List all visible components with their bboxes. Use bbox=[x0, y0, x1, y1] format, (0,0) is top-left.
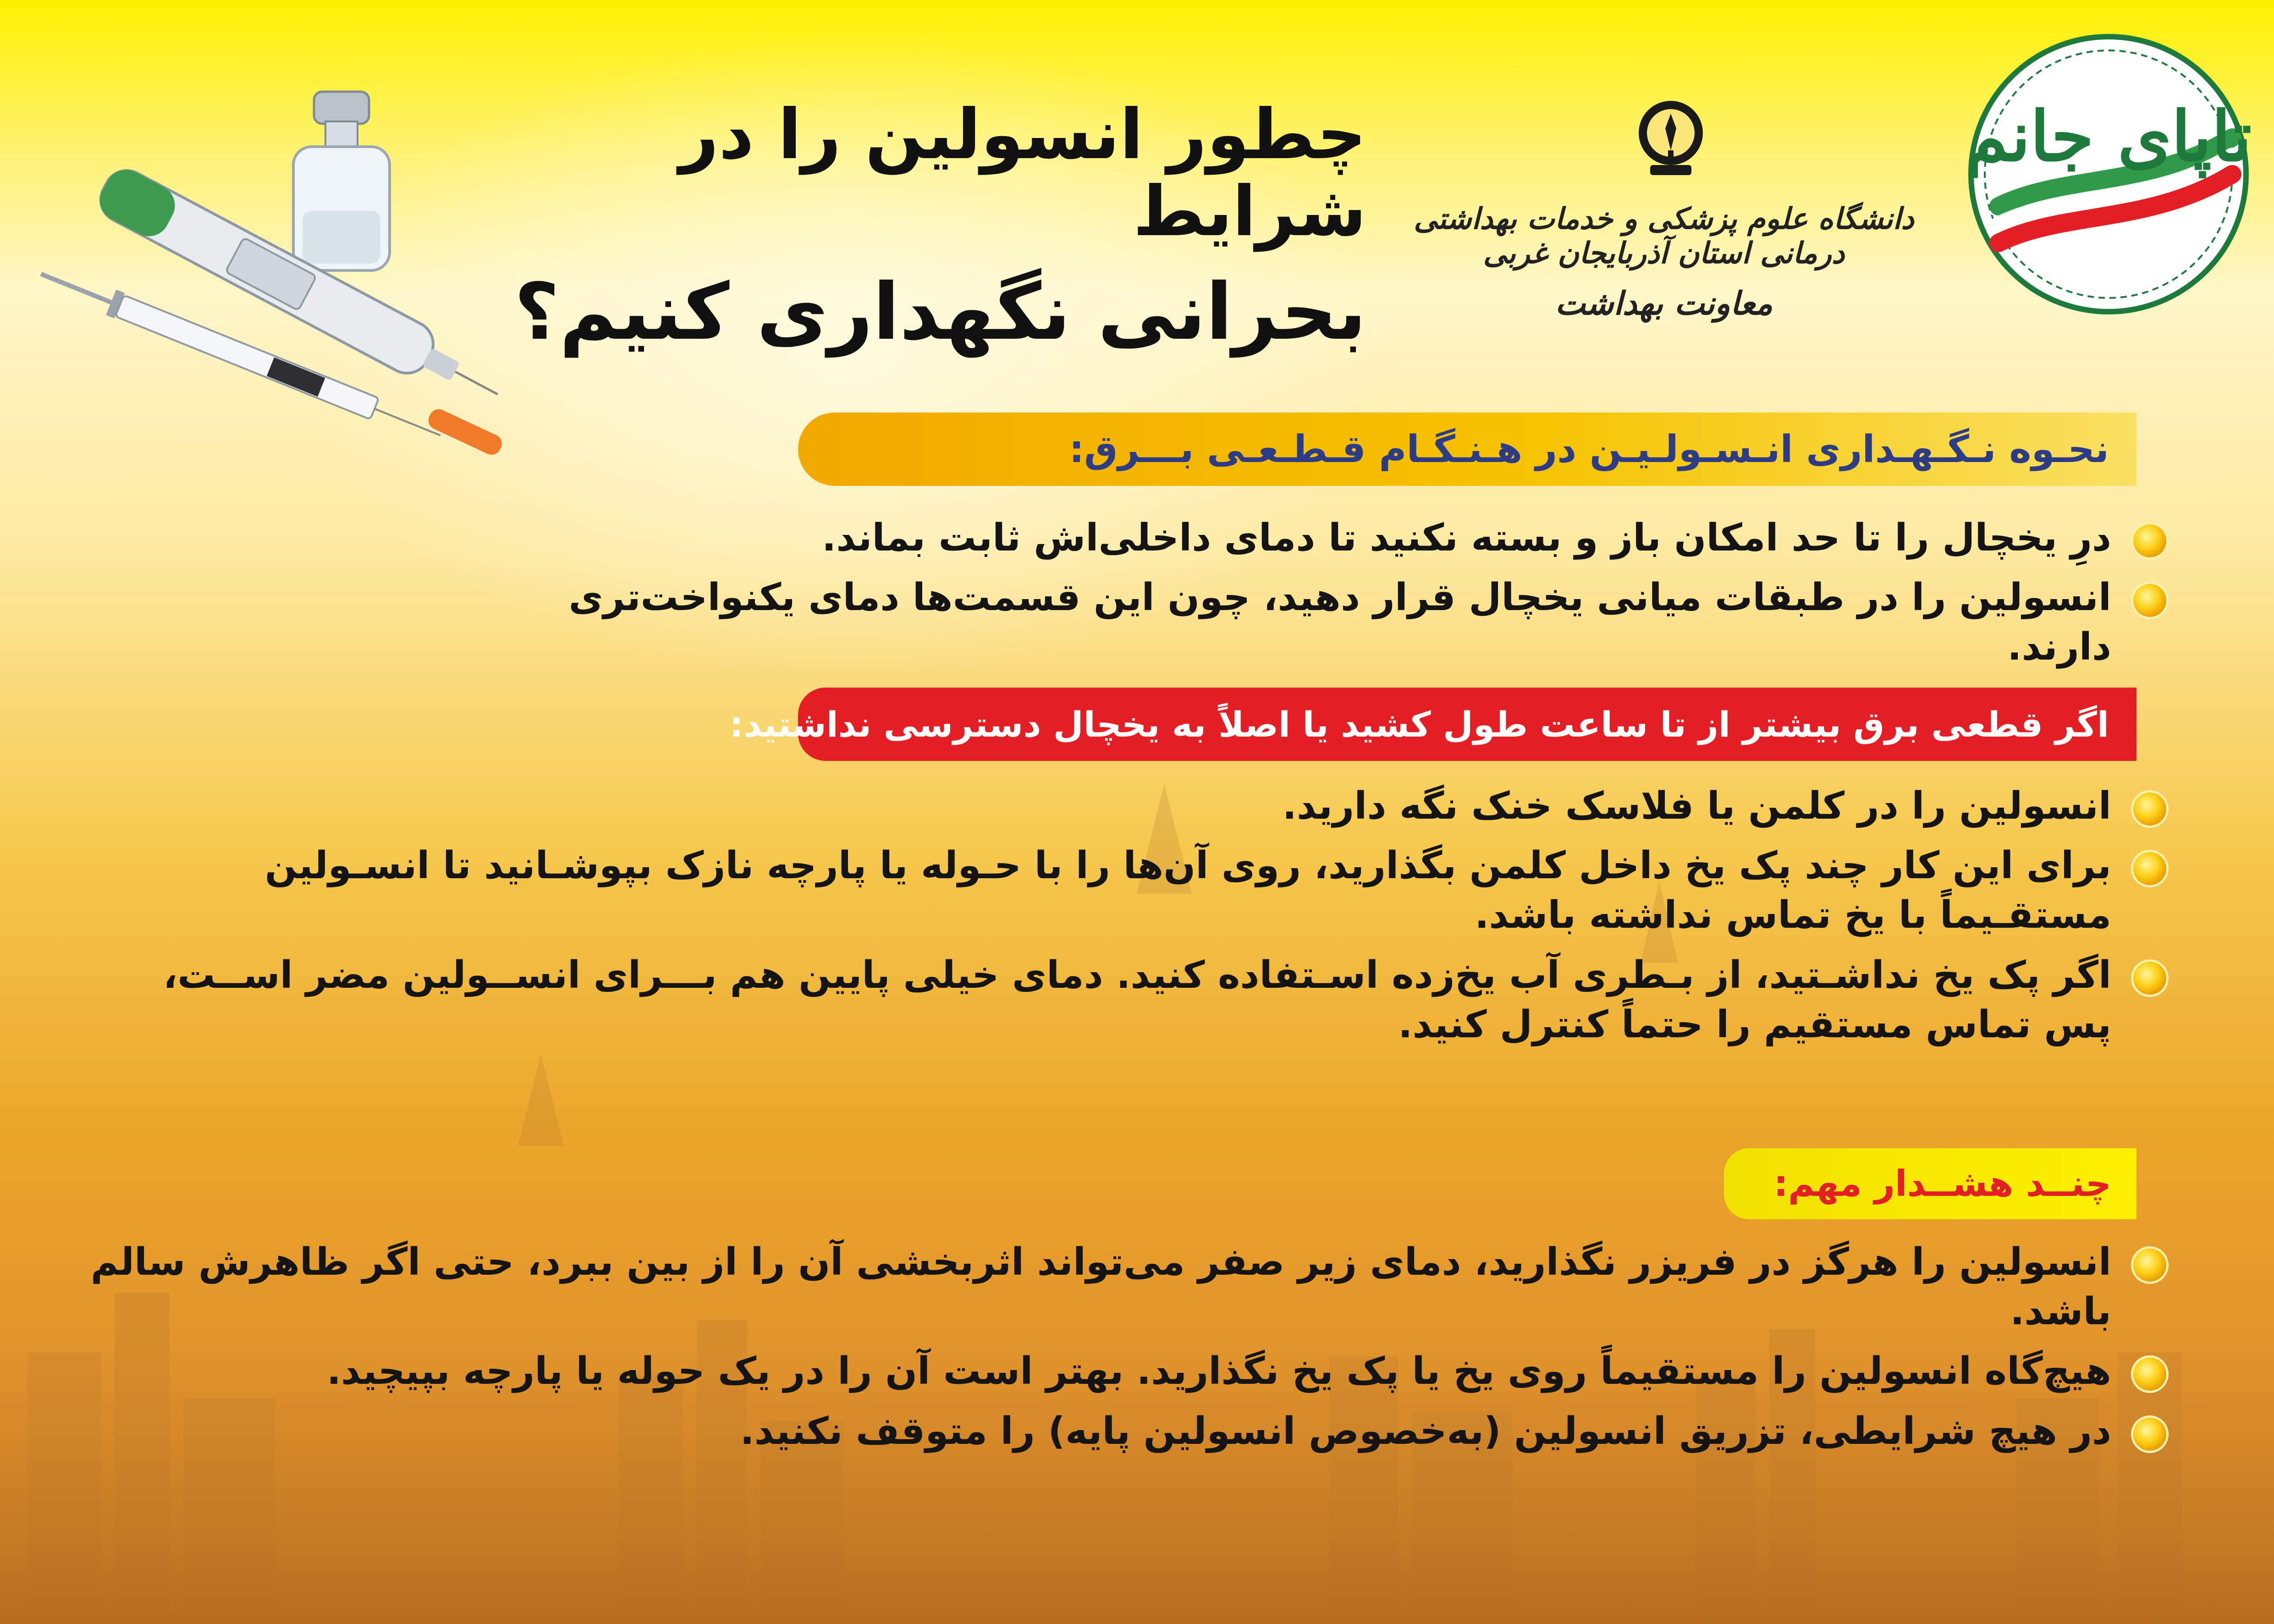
section1-list bbox=[470, 513, 2166, 683]
list-item bbox=[104, 951, 2166, 1050]
bullet-dot-icon bbox=[2133, 962, 2166, 995]
bullet-dot-icon bbox=[2133, 793, 2166, 826]
list-item-text: در هیچ شرایطی، تزریق انسولین (به‌خصوص انسولین پایه) را متوقف نکنید. bbox=[740, 1409, 2111, 1453]
list-item-text: انسولین را در طبقات میانی یخچال قرار دهید، چون این قسمت‌ها دمای یکنواخت‌تری دارند. bbox=[568, 576, 2111, 669]
list-item bbox=[104, 841, 2166, 940]
section1-heading: نحـوه نـگـهـداری انـسـولـیـن در هـنـگـام قـطـعـی بـــرق: bbox=[798, 413, 2136, 486]
section2-heading: اگر قطعی برق بیشتر از تا ساعت طول کشید یا اصلاً به یخچال دسترسی نداشتید: bbox=[798, 688, 2136, 761]
section3-heading: چنــد هشــدار مهم: bbox=[1724, 1148, 2136, 1219]
list-item bbox=[58, 1407, 2166, 1456]
bullet-dot-icon bbox=[2133, 852, 2166, 885]
list-item bbox=[104, 782, 2166, 831]
list-item-text: برای این کار چند پک یخ داخل کلمن بگذارید، روی آن‌ها را با حـوله یا پارچه نازک بپوشـانید تا انسـولین مستقـیماً با یخ تماس نداشته باشد. bbox=[264, 844, 2111, 937]
list-item bbox=[58, 1347, 2166, 1396]
list-item bbox=[58, 1238, 2166, 1337]
page-title bbox=[496, 96, 1366, 356]
section2-list bbox=[104, 782, 2166, 1060]
list-item-text: درِ یخچال را تا حد امکان باز و بسته نکنید تا دمای داخلی‌اش ثابت بماند. bbox=[822, 516, 2111, 560]
campaign-logo bbox=[1957, 23, 2260, 325]
bullet-dot-icon bbox=[2133, 524, 2166, 557]
university-block bbox=[1389, 101, 1939, 322]
bullet-dot-icon bbox=[2133, 1249, 2166, 1282]
university-name: دانشگاه علوم پزشکی و خدمات بهداشتی درمانی استان آذربایجان غربی bbox=[1414, 202, 1914, 270]
bullet-dot-icon bbox=[2133, 1418, 2166, 1451]
list-item bbox=[470, 513, 2166, 563]
department-name: معاونت بهداشت bbox=[1555, 284, 1773, 322]
bullet-dot-icon bbox=[2133, 1358, 2166, 1391]
list-item-text: هیچ‌گاه انسولین را مستقیماً روی یخ یا پک یخ نگذارید. بهتر است آن را در یک حوله یا پارچه بپیچید. bbox=[326, 1349, 2111, 1393]
bullet-dot-icon bbox=[2133, 584, 2166, 617]
title-line-2: بحرانی نگهداری کنیم؟ bbox=[514, 267, 1366, 358]
list-item-text: انسولین را در کلمن یا فلاسک خنک نگه دارید. bbox=[1282, 784, 2111, 828]
logo-text: تاپای جانم bbox=[1965, 96, 2252, 177]
section3-list bbox=[58, 1238, 2166, 1466]
insulin-pen-syringe-illustration bbox=[14, 73, 541, 477]
title-line-1: چطور انسولین را در شرایط bbox=[679, 95, 1366, 252]
list-item-text: اگر پک یخ نداشـتید، از بـطری آب یخ‌زده اسـتفاده کنید. دمای خیلی پایین هم بـــرای انســولین مضر اســت، پس تماس مستقیم را حتماً کنترل کنید. bbox=[163, 953, 2111, 1046]
list-item bbox=[470, 573, 2166, 672]
list-item-text: انسولین را هرگز در فریزر نگذارید، دمای زیر صفر می‌تواند اثربخشی آن را از بین ببرد، حتی اگر ظاهرش سالم باشد. bbox=[90, 1240, 2111, 1334]
